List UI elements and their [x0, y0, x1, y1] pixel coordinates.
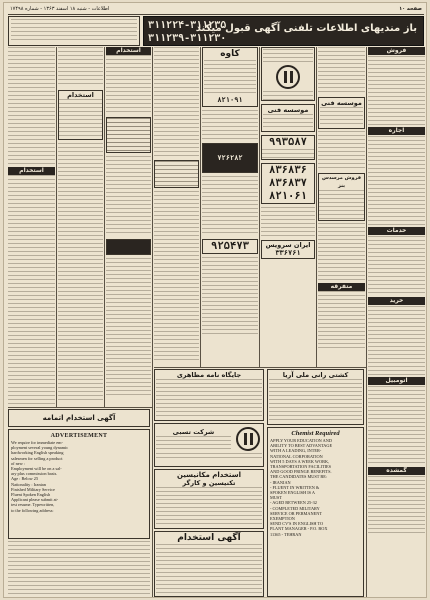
left-employment-title: آگهی استخدام اتمامه: [42, 414, 116, 422]
technician-ad: [154, 469, 264, 529]
column-5: [154, 47, 199, 367]
page-header: [8, 5, 424, 15]
kaveh-title: کاوه: [220, 49, 240, 59]
chemist-line: - IRANIAN: [270, 479, 291, 485]
advert-line: hardworking English speaking: [11, 450, 64, 456]
left-bottom-ads: [8, 541, 150, 597]
advertisement-ad: [8, 429, 150, 539]
chemist-title: Chemist Required: [291, 430, 340, 437]
mercedes-ad: [318, 173, 365, 221]
banner-phone-2: ۳۱۱۲۳۹-۳۱۱۲۳۰: [148, 33, 227, 44]
institute-ad: [318, 97, 365, 129]
kaveh-ad: [202, 47, 258, 107]
chemist-line: NATIONAL CORPORATION: [270, 453, 323, 459]
employment-ad-col7: [58, 90, 103, 140]
row-rule: [8, 407, 152, 408]
section-employment-mid: استخدام: [106, 47, 151, 55]
section-lost: گمشده: [368, 467, 425, 475]
advert-line: ployment several young dynamic: [11, 445, 69, 451]
carpet-title: کشتی رانی ملی آریا: [282, 371, 349, 379]
column-4: [202, 47, 258, 367]
chemist-line: - COMPLETED MILITARY: [270, 505, 320, 511]
chemist-line: ABILITY TO BEST ADVANTAGE: [270, 443, 333, 449]
banner-phone-1: ۳۱۱۲۲۴-۳۱۱۲۳۵: [148, 20, 227, 31]
three-bars-title: شرکت تسبی: [172, 428, 215, 436]
chemist-line: AND GOOD FRINGE BENEFITS.: [270, 469, 332, 475]
advert-line: Fluent Spoken English: [11, 492, 51, 498]
date-line: اطلاعات - شنبه ۱۸ اسفند ۱۳۶۳ - شماره ۱۷۴۹۸: [10, 6, 110, 12]
three-bars-logo-icon: [236, 427, 260, 451]
advert-line: Nationality : Iranian: [11, 481, 46, 487]
column-rule: [200, 47, 201, 367]
calligraphy-ad: [106, 117, 151, 153]
chemist-line: TRANSPORTATION FACILITIES: [270, 464, 332, 470]
phone-821: ۸۲۱۰۶۱: [269, 190, 307, 202]
chemist-line: - AGED BETWEEN 25-32: [270, 500, 317, 506]
section-employment-left: استخدام: [8, 167, 55, 175]
banner-headline: باز مندیهای اطلاعات تلفنی آگهی قبول میکند: [195, 23, 417, 34]
advert-line: of new :: [11, 460, 26, 466]
section-auto: اتومبیل: [368, 377, 425, 385]
phone-ad-1: [261, 104, 315, 132]
phone-9: ۹۲۵۴۷۳: [211, 240, 249, 252]
chemist-body: [270, 438, 361, 537]
travel-ad: [261, 240, 315, 259]
travel-title: ایران سرویس: [265, 241, 311, 249]
column-rule: [56, 47, 57, 407]
newspaper-page: [3, 2, 427, 598]
technician-subtitle: تکنیسین و کارگر: [182, 479, 236, 487]
dark-strip-ad: [106, 239, 151, 255]
page-number: صفحه ۱۰: [399, 6, 422, 12]
section-rent: اجاره: [368, 127, 425, 135]
phone-836: ۸۳۶۸۳۶: [269, 164, 307, 176]
chemist-line: MUST: [270, 495, 282, 501]
kaveh-phone: ۸۲۱۰۹۱: [217, 96, 243, 104]
top-banner: [143, 16, 424, 46]
advert-line: Employment will be on a sal-: [11, 466, 62, 472]
mercedes-title: فروش مرسدس بنز: [321, 175, 362, 189]
advert-line: salesmen for selling a product: [11, 455, 63, 461]
chemist-line: 11365 - TEHRAN: [270, 531, 302, 537]
advert-line: We require for immediate em-: [11, 440, 63, 445]
chemist-line: SEND CV'S IN ENGLISH TO: [270, 521, 324, 527]
chemist-line: WITH A LEADING, INTER-: [270, 448, 322, 454]
big-employment-ad: [154, 531, 264, 597]
column-8: [8, 47, 55, 407]
left-employment-ad: [8, 409, 150, 427]
section-various: متفرقه: [318, 283, 365, 291]
top-left-ad: [8, 16, 140, 46]
column-rule: [259, 47, 260, 367]
phone-336: ۳۳۶۷۶۱: [275, 249, 301, 257]
phone-ad-3: [261, 163, 315, 204]
technician-title: استخدام مکانیسین: [177, 471, 241, 479]
right-column: [368, 47, 425, 599]
chemist-line: - FLUENT IN WRITTEN &: [270, 484, 320, 490]
column-rule: [366, 47, 367, 597]
section-purchase: خرید: [368, 297, 425, 305]
column-rule: [316, 47, 317, 367]
grid-ad: [154, 160, 199, 188]
column-6: [106, 47, 151, 407]
advert-line: Age : Below 25: [11, 476, 39, 482]
chemist-line: PLANT MANAGER - P.O. BOX: [270, 526, 328, 532]
phone-ad-2: [261, 135, 315, 160]
mazaheri-ad: [154, 369, 264, 421]
column-3: [261, 47, 315, 367]
phone-ad-9: [202, 239, 258, 254]
employment-heading-col7: استخدام: [67, 91, 94, 99]
column-2: [318, 47, 365, 367]
row-rule: [154, 367, 366, 368]
section-services: خدمات: [368, 227, 425, 235]
phone-836b: ۸۳۶۸۳۷: [269, 177, 307, 189]
chemist-line: SERVICE OR PERMANENT: [270, 510, 322, 516]
column-rule: [152, 47, 153, 597]
phone-726: ۷۲۶۲۸۲: [217, 154, 243, 162]
chemist-ad: [267, 427, 364, 597]
column-rule: [104, 47, 105, 407]
phone-993: ۹۹۳۵۸۷: [269, 136, 307, 148]
institute-title: موسسه فنی: [321, 99, 362, 107]
section-sale: فروش: [368, 47, 425, 55]
advert-line: Applicant please submit at-: [11, 497, 59, 503]
badge-ad: [261, 47, 315, 101]
three-bars-ad: [154, 423, 264, 467]
column-7: [58, 47, 103, 407]
advert-line: to the following address:: [11, 507, 54, 513]
medal-icon: [276, 65, 300, 89]
chemist-line: SPOKEN ENGLISH IS A: [270, 490, 316, 496]
advert-line: Finished Military Service: [11, 486, 55, 492]
advert-line: ary plus commission basis.: [11, 471, 58, 477]
dark-ad: [202, 143, 258, 173]
advert-line: test resume. Typewritten,: [11, 502, 55, 508]
chemist-line: APPLY YOUR EDUCATION AND: [270, 438, 332, 443]
chemist-line: EXEMPTION: [270, 516, 295, 522]
chemist-line: THE CANDIDATES MUST BE:: [270, 474, 328, 480]
advertisement-title: ADVERTISEMENT: [50, 433, 108, 439]
ad-institute-heading: موسسه فنی: [267, 106, 309, 114]
carpet-ad: [267, 369, 364, 425]
big-employment-title: آگهی استخدام: [177, 533, 241, 543]
chemist-line: WITH 5 DAYS A WEEK WORK,: [270, 458, 330, 464]
mazaheri-title: جایگاه نامه مظاهری: [176, 371, 242, 379]
